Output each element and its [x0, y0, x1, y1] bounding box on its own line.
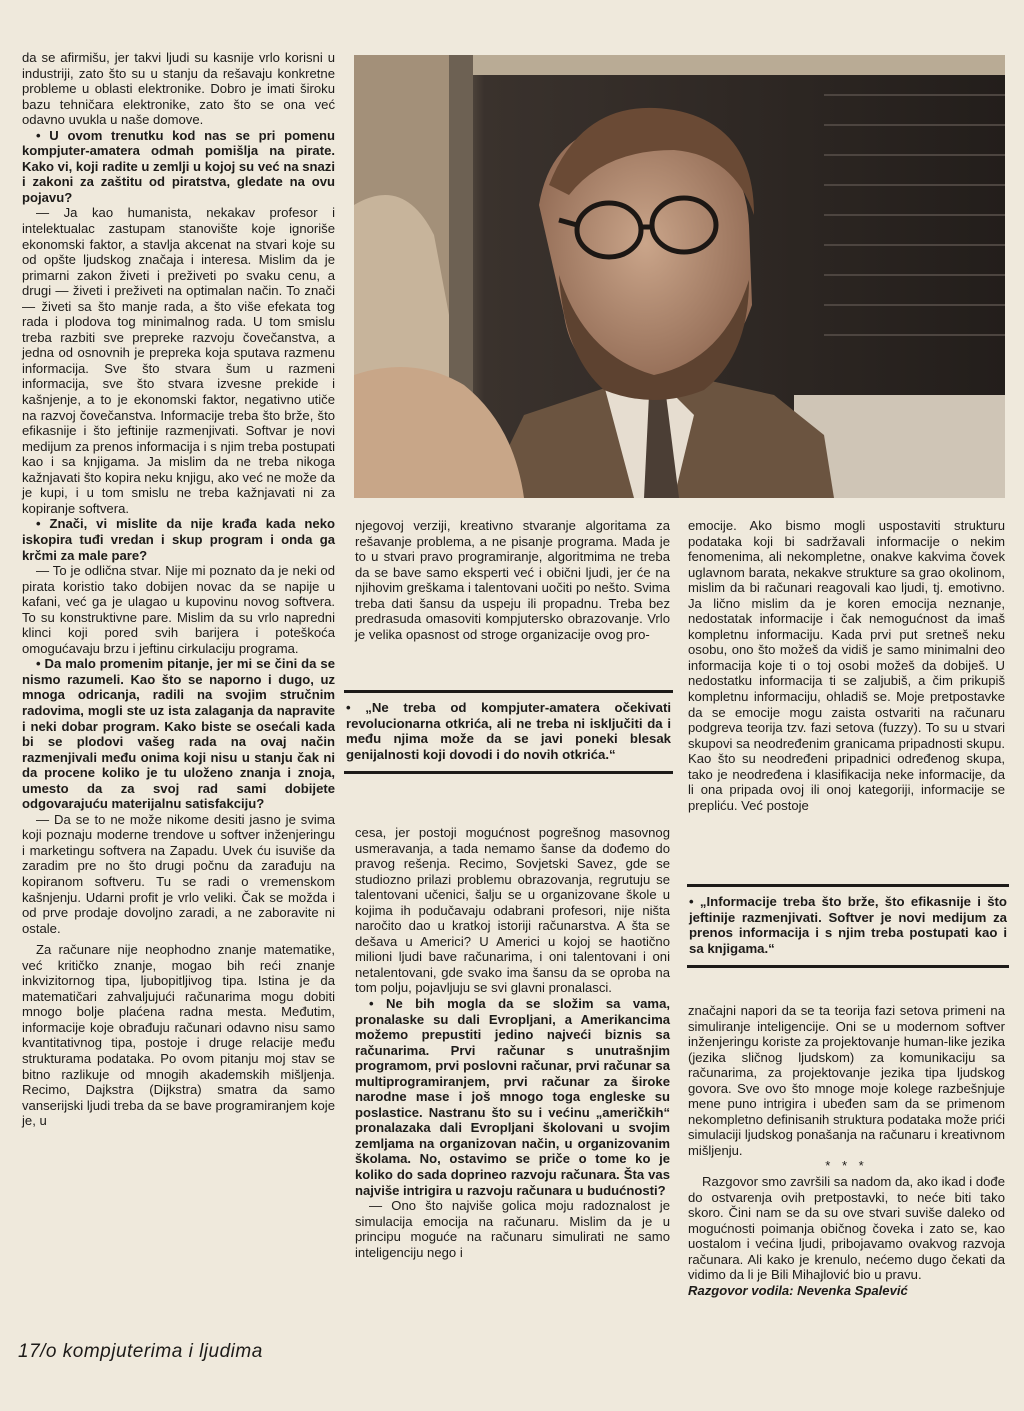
- col3a-paragraph: emocije. Ako bismo mogli uspostaviti strukturu podataka koji bi sadržavali informacije o nekim fenomenima, ali nekompletne, onakve kakvima čovek uglavnom barata, nekakve strukture sa grao okolinom, mislim da bi računari reagovali kao ljudi, tj. emotivno. Ja lično mislim da je koren emocija neznanje, nedostatak informacije i čak nemogućnost da imaš kompletnu informaciju. Kada prvi put sretneš neku osobu, ono što možeš da vidiš je samo minimalni deo informacija koje ti o toj osobi možeš da dobiješ. U nedostatku informacija ti se zaljubiš, a čim prikupiš kompletnu informaciju, ohladiš se. Moje pretpostavke da se emocije mogu zaista ostvariti na računaru podgreva teorija tzv. fazi setova (fuzzy). To su u stvari skupovi sa neodređenim granicama pripadnosti skupu. Kao što su neodređeni pripadnici određenog skupa, tako je neodređena i klasifikacija neke informacije, da li ona pripada ovoj ili onoj kategoriji, informacije se prepliću. Već postoje: [688, 518, 1005, 813]
- col1-paragraph: • U ovom trenutku kod nas se pri pomenu kompjuter-amatera odmah pomišlja na pirate. Kako vi, koji radite u zemlji u kojoj su već na snazi i zakoni za zaštitu od piratstva, gledate na ovu pojavu?: [22, 127, 335, 205]
- article-column-3-lower: [688, 1003, 1005, 1298]
- col2b-paragraph: — Ono što najviše golica moju radoznalost je simulacija emocija na računaru. Mislim da je u principu moguće na računaru simulirati ne samo inteligenciju nego i: [355, 1198, 670, 1260]
- pull-quote-2: • „Informacije treba što brže, što efikasnije i što jeftinije razmenjivati. Softver je novi medijum za prenos informacija i s njim treba postupati kao i sa knjigama.“: [687, 884, 1009, 968]
- col1-paragraph: — Ja kao humanista, nekakav profesor i intelektualac zastupam stanovište koje ignoriše ekonomski faktor, a stavlja akcenat na stvari koje su od opšte ljudskog značaja i interesa. Mislim da je primarni zakon živeti i preživeti po svaku cenu, a drugi — živeti i preživeti na optimalan način. To znači — živeti sa što manje rada, a što više efekata tog rada i plodova tog minimalnog rada. U tom smislu treba razbiti sve prepreke razvoju čovečanstva, a jedna od osnovnih je prepreka koja sputava razmenu informacija. Sve što stvara šum u razmeni informacija, sve što stvara izvesne prekide i kašnjenje, a to je ekonomski faktor, negativno utiče na razvoj čovečanstva. Informacije treba što brže, što efikasnije i što jeftinije razmenjivati. Softvar je novi medijum za prenos informacija i s njim treba postupati kao i sa knjigama. Ja mislim da ne treba nikoga kažnjavati što kopira neku knjigu, ako već ne može da je kupi, i u tom smislu ne treba kažnjavati ni za kopiranje softvera.: [22, 205, 335, 516]
- col2b-paragraph: cesa, jer postoji mogućnost pogrešnog masovnog usmeravanja, a tada nemamo šanse da dođemo do pravog rešenja. Recimo, Sovjetski Savez, gde se studiozno prilazi problemu obrazovanja, regrutuju se talentovani učenici, šalju se u organizovane škole u kojima ih podučavaju odabrani profesori, nije ništa naročito dao u kratkoj istoriji računarstva. A šta se dešava u Americi? U Americi u kojoj se haotično milioni ljudi bave računarima, i oni talentovani i oni netalentovani, gde svako ima šansu da se oproba na tom polju, pojavljuju se svi glavni pronalasci.: [355, 825, 670, 996]
- article-column-3: [688, 518, 1005, 813]
- col2b-paragraph: • Ne bih mogla da se složim sa vama, pronalaske su dali Evropljani, a Amerikancima možemo prepustiti jedino najveći biznis sa računarima. Prvi računar s unutrašnjim programom, prvi poslovni računar, prvi računar sa multiprogramiranjem, prvi računar za široke narodne mase i još mnogo toga engleske su poslastice. Nastranu što su i većinu „američkih“ pronalazaka dali Evropljani školovani u svojim zemljama na organizovan način, u organizovanim školama. No, ostavimo se priče o tome ko je koliko do sada doprineo razvoju računara. Šta vas najviše intrigira u razvoju računara u budućnosti?: [355, 996, 670, 1198]
- article-column-2-lower: [355, 825, 670, 1260]
- col1-paragraph: • Znači, vi mislite da nije krađa kada neko iskopira tuđi vredan i skup program i onda ga krčmi za male pare?: [22, 516, 335, 563]
- article-column-1: [22, 50, 335, 1129]
- column-2-upper: [355, 518, 670, 642]
- col3b-paragraph: Razgovor smo završili sa nadom da, ako ikad i dođe do ostvarenja ovih pretpostavki, to neće biti tako skoro. Čini nam se da su ove stvari suviše daleko od mogućnosti poimanja običnog čoveka i zato se, kao uostalom i većina ljudi, pribojavamo ovakvog razvoja računara. Ali kako je krenulo, nećemo dugo čekati da vidimo da li je Bili Mihajlović bio u pravu.: [688, 1174, 1005, 1283]
- portrait-photo: [354, 55, 1005, 498]
- col2a-paragraph: njegovoj verziji, kreativno stvaranje algoritama za rešavanje problema, a ne pisanje programa. Mada je to u stvari pravo programiranje, algoritmima ne treba da se bave samo eksperti već i obični ljudi, jer će na njihovim greškama i talentovani uočiti po nešto. Svima treba dati šansu da uspeju ili propadnu. Treba bez predrasuda omasoviti kompjutersko obrazovanje. Vrlo je velika opasnost od stroge organizacije ovog pro-: [355, 518, 670, 642]
- col3b-paragraph: * * *: [825, 1158, 868, 1174]
- col1-paragraph: — Da se to ne može nikome desiti jasno je svima koji poznaju moderne trendove u softver inženjeringu i marketingu softvera na Zapadu. Uvek ću isuviše da zaradim pre no što drugi počnu da zarađuju na kopiranom softveru. Tu se radi o vremenskom kašnjenju. Udarni profit je vrlo veliki. Čak se možda i od prve prodaje dovoljno zaradi, a ne zaboravite ni ostale.: [22, 811, 335, 936]
- article-column-2: [355, 518, 670, 642]
- pull-quote-1: • „Ne treba od kompjuter-amatera očekivati revolucionarna otkrića, ali ne treba ni isključiti da i među njima može da se javi poneki blesak genijalnosti koji dovodi i do novih otkrića.“: [344, 690, 673, 774]
- page-footer-title: 17/o kompjuterima i ljudima: [18, 1341, 263, 1362]
- col1-paragraph: da se afirmišu, jer takvi ljudi su kasnije vrlo korisni u industriji, zato što su u stanju da rešavaju konkretne probleme u oblasti elektronike. Dobro je imati široku bazu tehničara elektronike, zato što se ona već odavno uvukla u naše domove.: [22, 50, 335, 128]
- col3b-paragraph: značajni napori da se ta teorija fazi setova primeni na simuliranje inteligencije. Oni se u modernom softver inženjeringu koriste za projektovanje human-like jezika (jezika sličnog ljudskom) za komunikaciju sa računarima, za projektovanje jezika tipa ljudskog govora. Sve ovo što mnoge moje kolege razbešnjuje mene puno intrigira i ubeđen sam da se primenom nekompletno definisanih struktura podataka može prići simulaciji ljudskog ponašanja na računaru i kreativnom mišljenju.: [688, 1003, 1005, 1158]
- portrait-photo-icon: [354, 55, 1005, 498]
- col1-paragraph: • Da malo promenim pitanje, jer mi se čini da se nismo razumeli. Kao što se naporno i dugo, uz mnoga odricanja, radili na svojim stručnim radovima, mogli ste uz ista zalaganja da napravite i neki dobar program. Kako biste se osećali kada bi se plodovi vašeg rada na ovaj način razmenjivali među onima koji nisu u stanju čak ni da procene koliko je tu uloženo znanja i znoja, umesto da za svoj rad sami dobijete odgovarajuću materijalnu satisfakciju?: [22, 656, 335, 812]
- col1-paragraph: Za računare nije neophodno znanje matematike, već kritičko znanje, mogao bih reći znanje inkvizitornog tipa, ljubopitljivog tipa. Istina je da matematičari zahvaljujući računarima mogu dobiti mnogo bolje plaćena radna mesta. Međutim, informacije koje obrađuju računari odavno nisu samo kvantitativnog tipa, postoje i druge relacije među strukturama podataka. Po ovom pitanju moj stav se bitno razlikuje od mnogih akademskih mišljenja. Recimo, Dajkstra (Dijkstra) smatra da samo vanserijski ljudi treba da se bave programiranjem koje je, u: [22, 942, 335, 1129]
- col3b-paragraph: Razgovor vodila: Nevenka Spalević: [688, 1282, 908, 1298]
- col1-paragraph: — To je odlična stvar. Nije mi poznato da je neki od pirata koristio tako dobijen novac da se napije u kafani, već ga je ulagao u kupovinu novog softvera. To su konstruktivne pare. Mislim da su vrlo napredni klinci koji pored svih barijera i poteškoća omogućavaju brzu i jeftinu cirkulaciju programa.: [22, 563, 335, 656]
